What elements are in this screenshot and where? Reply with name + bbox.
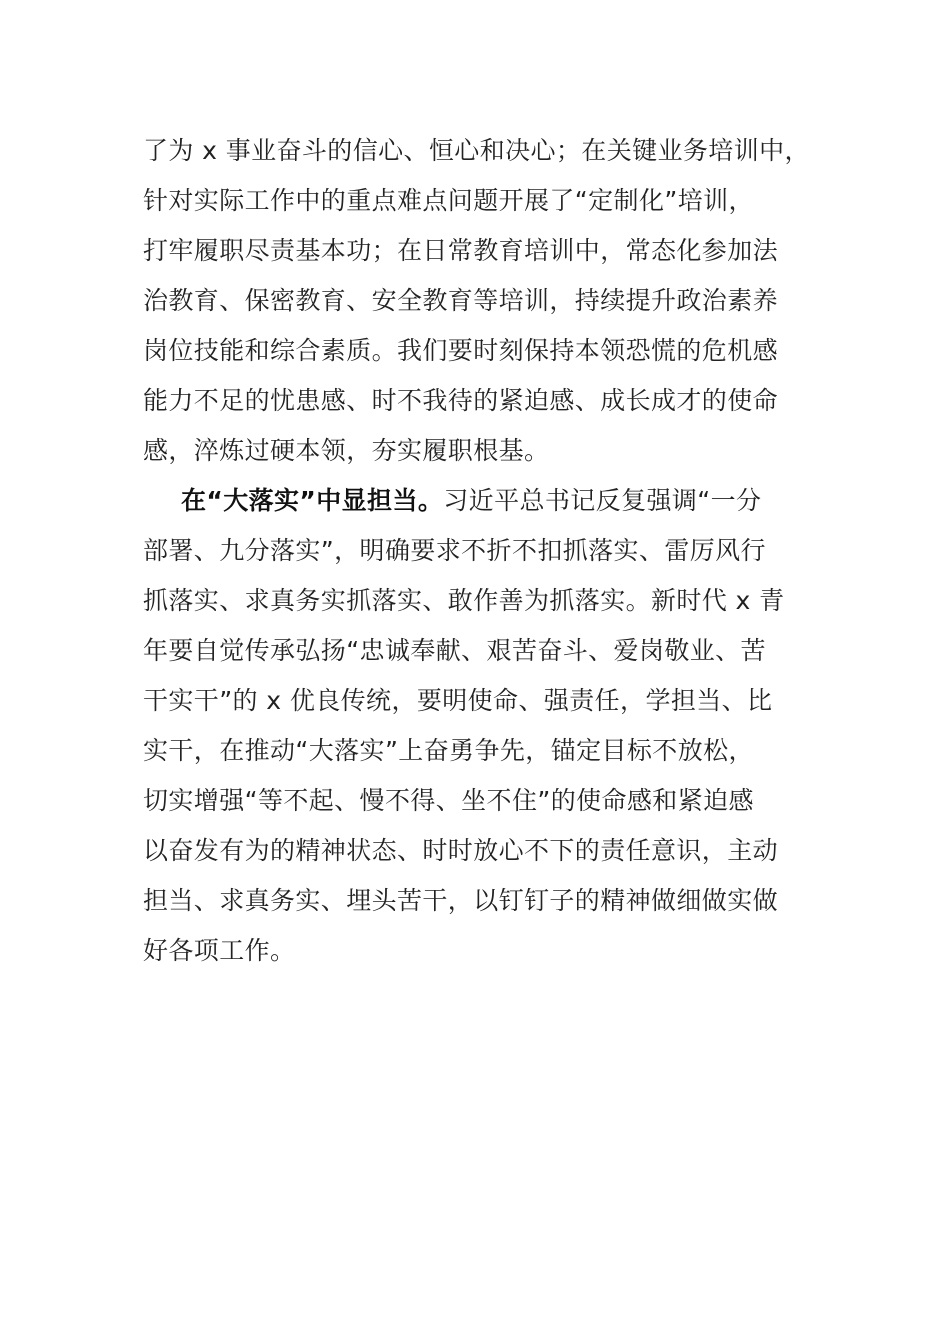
text-line: 以奋发有为的精神状态、时时放心不下的责任意识，主动 (143, 836, 779, 865)
text-line: 好各项工作。 (143, 936, 296, 965)
text-line: 针对实际工作中的重点难点问题开展了“定制化”培训， (143, 186, 754, 215)
text-line: 干实干”的 x 优良传统，要明使命、强责任，学担当、比 (143, 686, 773, 715)
text-line: 实干，在推动“大落实”上奋勇争先，锚定目标不放松， (143, 736, 754, 765)
text-line: 部署、九分落实”，明确要求不折不扣抓落实、雷厉风行 (143, 536, 766, 565)
text-line: 治教育、保密教育、安全教育等培训，持续提升政治素养 (143, 286, 779, 315)
text-line: 了为 x 事业奋斗的信心、恒心和决心；在关键业务培训中， (143, 136, 810, 165)
document-body (143, 126, 833, 976)
text-line: 打牢履职尽责基本功；在日常教育培训中，常态化参加法 (143, 236, 779, 265)
text-line: 抓落实、求真务实抓落实、敢作善为抓落实。新时代 x 青 (143, 586, 785, 615)
text-line: 岗位技能和综合素质。我们要时刻保持本领恐慌的危机感 (143, 336, 779, 365)
paragraph-heading: 在“大落实”中显担当。 (181, 486, 444, 515)
text-line: 能力不足的忧患感、时不我待的紧迫感、成长成才的使命 (143, 386, 779, 415)
text-line: 年要自觉传承弘扬“忠诚奉献、艰苦奋斗、爱岗敬业、苦 (143, 636, 766, 665)
text-line: 感，淬炼过硬本领，夯实履职根基。 (143, 436, 550, 465)
text-line: 切实增强“等不起、慢不得、坐不住”的使命感和紧迫感 (143, 786, 754, 815)
text-line: 担当、求真务实、埋头苦干，以钉钉子的精神做细做实做 (143, 886, 779, 915)
text-span: 习近平总书记反复强调“一分 (443, 486, 762, 515)
paragraph-implementation (143, 476, 833, 976)
paragraph-first-line (143, 476, 833, 526)
paragraph-training (143, 126, 833, 476)
